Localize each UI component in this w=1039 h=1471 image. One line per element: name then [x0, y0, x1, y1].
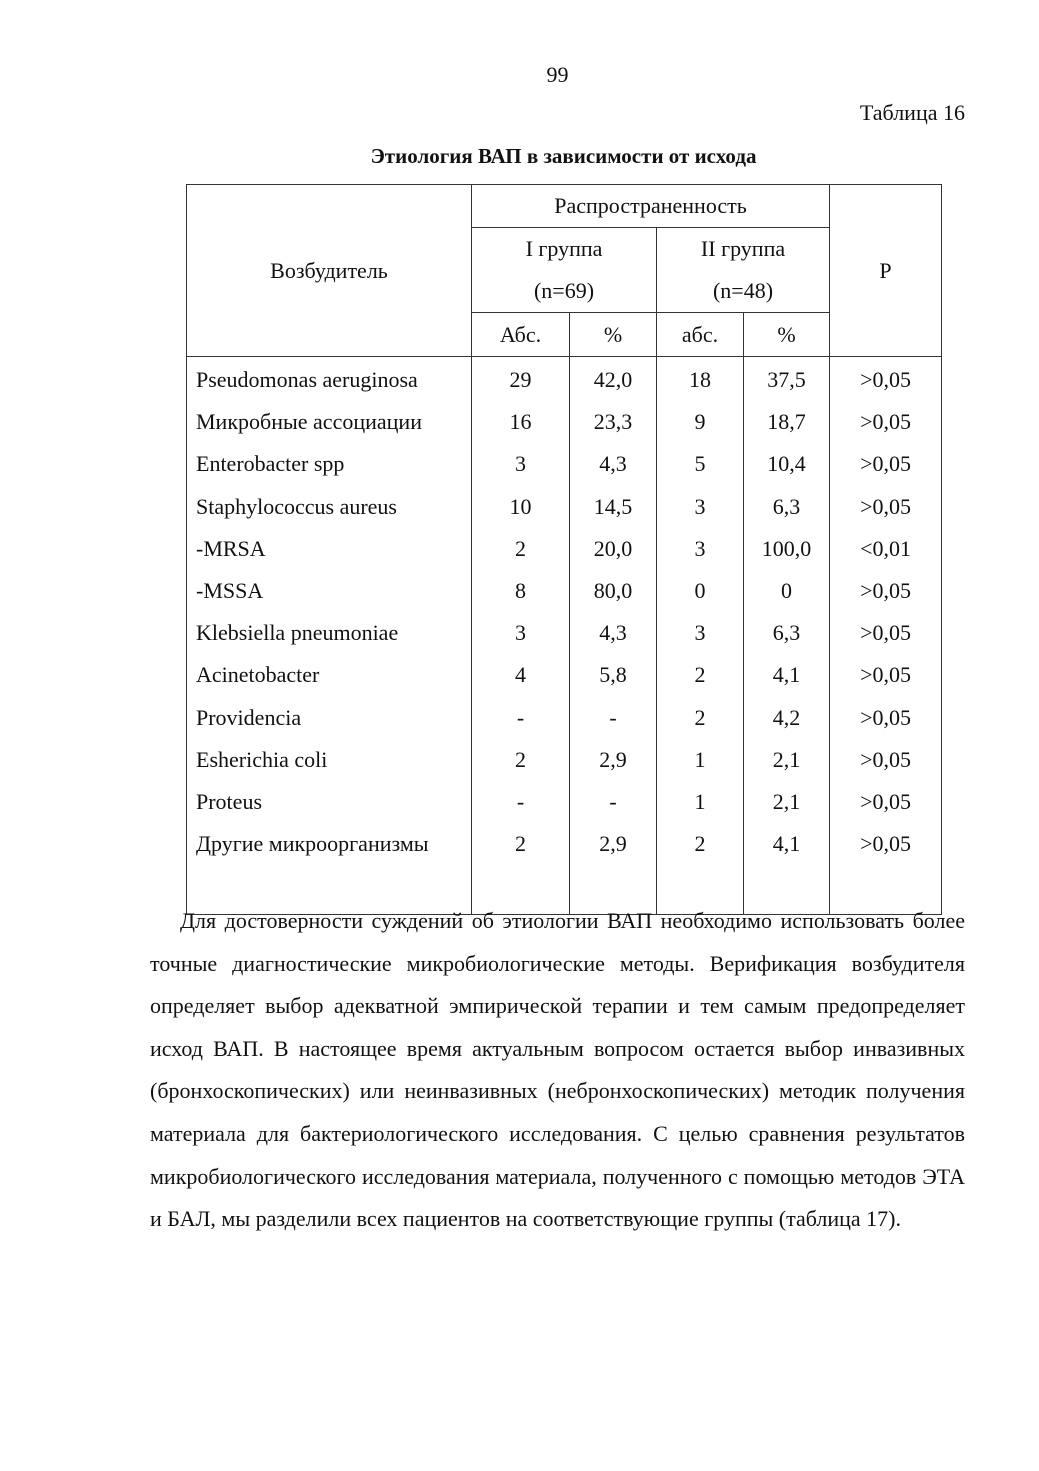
- header-g1-abs: Абс.: [472, 313, 570, 357]
- table-row: [187, 357, 942, 402]
- table-row: [187, 781, 942, 823]
- cell-g2-abs: 0: [657, 570, 744, 612]
- cell-pathogen: Esherichia coli: [187, 739, 472, 781]
- cell-p: >0,05: [830, 697, 942, 739]
- cell-pathogen: -MRSA: [187, 528, 472, 570]
- cell-g1-abs: 3: [472, 443, 570, 485]
- cell-g2-abs: 3: [657, 486, 744, 528]
- header-group-2-n: (n=48): [712, 278, 774, 303]
- cell-g2-abs: 1: [657, 739, 744, 781]
- cell-g2-abs: 1: [657, 781, 744, 823]
- cell-g2-abs: 2: [657, 823, 744, 865]
- table-row: [187, 486, 942, 528]
- header-g1-pct: %: [570, 313, 657, 357]
- cell-pathogen: Klebsiella pneumoniae: [187, 612, 472, 654]
- cell-g2-pct: 10,4: [744, 443, 830, 485]
- cell-g2-abs: 3: [657, 612, 744, 654]
- header-p: P: [830, 185, 942, 357]
- cell-g2-abs: 2: [657, 697, 744, 739]
- cell-g1-abs: 8: [472, 570, 570, 612]
- table-row: [187, 823, 942, 865]
- cell-g1-pct: 2,9: [570, 739, 657, 781]
- cell-g1-abs: 2: [472, 823, 570, 865]
- header-group-1-name: I группа: [525, 236, 603, 261]
- cell-g1-abs: 2: [472, 739, 570, 781]
- cell-g2-pct: 6,3: [744, 612, 830, 654]
- cell-g2-abs: 18: [657, 357, 744, 402]
- cell-g2-abs: 3: [657, 528, 744, 570]
- cell-g1-abs: 16: [472, 401, 570, 443]
- cell-g2-pct: 4,2: [744, 697, 830, 739]
- table-row: [187, 401, 942, 443]
- cell-g2-pct: 4,1: [744, 654, 830, 696]
- cell-p: >0,05: [830, 781, 942, 823]
- header-group-2: [657, 228, 830, 313]
- header-g2-pct: %: [744, 313, 830, 357]
- table-row: [187, 654, 942, 696]
- cell-p: >0,05: [830, 486, 942, 528]
- page-number: 99: [546, 62, 569, 87]
- cell-p: >0,05: [830, 570, 942, 612]
- header-g2-abs: абс.: [657, 313, 744, 357]
- cell-g2-abs: 5: [657, 443, 744, 485]
- body-paragraph: Для достоверности суждений об этиологии ВАП необходимо использовать более точные диагностические микробиологические методы. Верификация возбудителя определяет выбор адекватной эмпирической терапии и тем самым предопределяет исход ВАП. В настоящее время актуальным вопросом остается выбор инвазивных (бронхоскопических) или неинвазивных (небронхоскопических) методик получения материала для бактериологического исследования. С целью сравнения результатов микробиологического исследования материала, полученного с помощью методов ЭТА и БАЛ, мы разделили всех пациентов на соответствующие группы (таблица 17).: [150, 908, 965, 1232]
- cell-p: <0,01: [830, 528, 942, 570]
- cell-g1-pct: 4,3: [570, 443, 657, 485]
- cell-g1-pct: 23,3: [570, 401, 657, 443]
- cell-g2-pct: 6,3: [744, 486, 830, 528]
- cell-pathogen: Staphylococcus aureus: [187, 486, 472, 528]
- table-row: [187, 570, 942, 612]
- cell-g1-pct: 5,8: [570, 654, 657, 696]
- cell-g2-pct: 2,1: [744, 781, 830, 823]
- cell-g1-pct: 14,5: [570, 486, 657, 528]
- cell-pathogen: -MSSA: [187, 570, 472, 612]
- cell-p: >0,05: [830, 823, 942, 865]
- cell-pathogen: Микробные ассоциации: [187, 401, 472, 443]
- cell-p: >0,05: [830, 612, 942, 654]
- cell-g1-pct: 42,0: [570, 357, 657, 402]
- cell-pathogen: Proteus: [187, 781, 472, 823]
- cell-g1-pct: -: [570, 781, 657, 823]
- etiology-table: [186, 184, 942, 915]
- cell-pathogen: Pseudomonas aeruginosa: [187, 357, 472, 402]
- header-prevalence: Распространенность: [472, 185, 830, 228]
- header-pathogen: Возбудитель: [187, 185, 472, 357]
- cell-g1-pct: 20,0: [570, 528, 657, 570]
- cell-g1-abs: -: [472, 697, 570, 739]
- cell-g1-abs: -: [472, 781, 570, 823]
- header-group-1-n: (n=69): [533, 278, 595, 303]
- cell-g1-pct: 4,3: [570, 612, 657, 654]
- cell-g2-pct: 4,1: [744, 823, 830, 865]
- table-label: Таблица 16: [859, 100, 965, 125]
- cell-g1-abs: 3: [472, 612, 570, 654]
- cell-pathogen: Providencia: [187, 697, 472, 739]
- cell-g1-pct: 2,9: [570, 823, 657, 865]
- table-row: [187, 612, 942, 654]
- cell-g2-abs: 9: [657, 401, 744, 443]
- table-title: Этиология ВАП в зависимости от исхода: [370, 144, 757, 168]
- cell-p: >0,05: [830, 654, 942, 696]
- header-group-1: [472, 228, 657, 313]
- cell-g1-abs: 10: [472, 486, 570, 528]
- cell-g1-pct: -: [570, 697, 657, 739]
- cell-p: >0,05: [830, 401, 942, 443]
- cell-g1-abs: 4: [472, 654, 570, 696]
- cell-p: >0,05: [830, 357, 942, 402]
- table-row: [187, 739, 942, 781]
- table-row: [187, 443, 942, 485]
- cell-g2-pct: 18,7: [744, 401, 830, 443]
- cell-pathogen: Acinetobacter: [187, 654, 472, 696]
- cell-pathogen: Другие микроорганизмы: [187, 823, 472, 865]
- header-group-2-name: II группа: [700, 236, 786, 261]
- cell-pathogen: Enterobacter spp: [187, 443, 472, 485]
- cell-g2-pct: 0: [744, 570, 830, 612]
- cell-p: >0,05: [830, 443, 942, 485]
- cell-g1-abs: 2: [472, 528, 570, 570]
- cell-g2-pct: 2,1: [744, 739, 830, 781]
- cell-g2-abs: 2: [657, 654, 744, 696]
- table-body: [187, 357, 942, 915]
- table-row: [187, 528, 942, 570]
- cell-g1-abs: 29: [472, 357, 570, 402]
- cell-p: >0,05: [830, 739, 942, 781]
- cell-g2-pct: 37,5: [744, 357, 830, 402]
- cell-g1-pct: 80,0: [570, 570, 657, 612]
- table-row: [187, 697, 942, 739]
- cell-g2-pct: 100,0: [744, 528, 830, 570]
